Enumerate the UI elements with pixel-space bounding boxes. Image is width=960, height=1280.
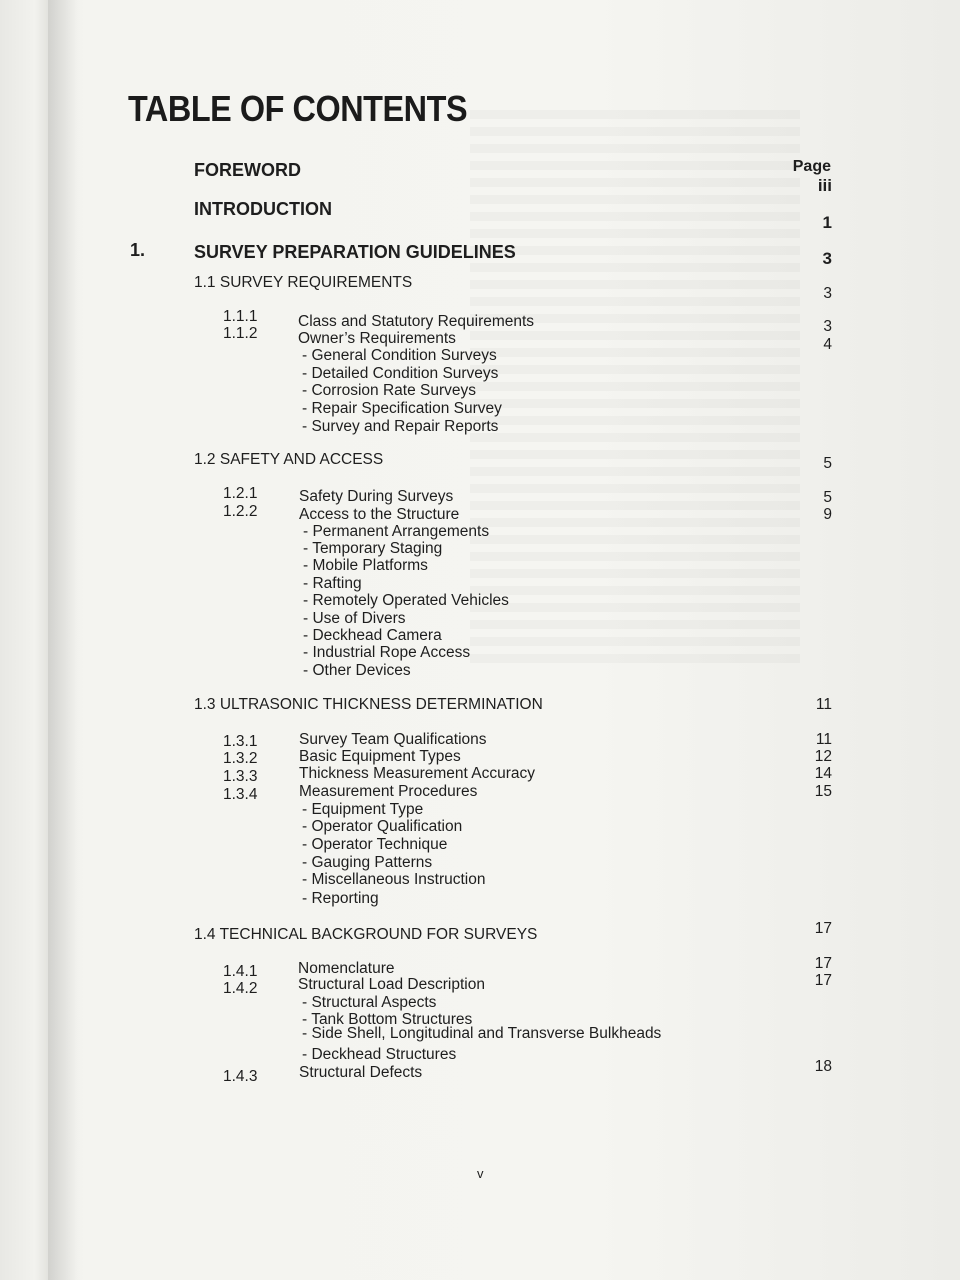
section-1-3-heading: 1.3 ULTRASONIC THICKNESS DETERMINATION — [194, 696, 543, 713]
entry-number: 1.3.1 — [223, 733, 258, 750]
list-item: - Operator Qualification — [302, 818, 463, 835]
show-through-texture — [470, 110, 800, 670]
page-folio: v — [477, 1166, 484, 1181]
section-1-3-page: 11 — [815, 696, 832, 713]
list-item: - Operator Technique — [302, 836, 448, 853]
section-1-4-heading: 1.4 TECHNICAL BACKGROUND FOR SURVEYS — [194, 926, 538, 943]
section-1-2-heading: 1.2 SAFETY AND ACCESS — [194, 451, 384, 468]
list-item: - General Condition Surveys — [302, 347, 497, 364]
list-item: - Gauging Patterns — [302, 854, 433, 871]
list-item: - Mobile Platforms — [303, 557, 428, 574]
entry-number: 1.4.3 — [223, 1068, 258, 1085]
list-item: - Deckhead Structures — [302, 1046, 457, 1063]
section-1-1-page: 3 — [823, 285, 832, 302]
introduction-heading: INTRODUCTION — [194, 199, 332, 219]
entry-title: Survey Team Qualifications — [299, 731, 487, 748]
list-item: - Side Shell, Longitudinal and Transverse Bulkheads — [302, 1025, 662, 1042]
list-item: - Detailed Condition Surveys — [302, 365, 499, 382]
section-1-1-heading: 1.1 SURVEY REQUIREMENTS — [194, 274, 413, 291]
chapter-number: 1. — [130, 240, 146, 260]
list-item: - Equipment Type — [302, 801, 424, 818]
list-item: - Use of Divers — [303, 610, 406, 627]
entry-page: 15 — [814, 783, 832, 800]
entry-title: Basic Equipment Types — [299, 748, 461, 765]
entry-title: Safety During Surveys — [299, 488, 454, 505]
chapter-heading: SURVEY PREPARATION GUIDELINES — [194, 242, 516, 262]
entry-title: Structural Defects — [299, 1064, 423, 1081]
entry-number: 1.3.3 — [223, 768, 258, 785]
list-item: - Permanent Arrangements — [303, 523, 490, 540]
introduction-page: 1 — [822, 213, 832, 232]
list-item: - Remotely Operated Vehicles — [303, 592, 509, 609]
section-1-2-page: 5 — [823, 455, 832, 472]
list-item: - Survey and Repair Reports — [302, 418, 499, 435]
entry-number: 1.3.4 — [223, 786, 258, 803]
list-item: - Rafting — [303, 575, 362, 592]
list-item: - Industrial Rope Access — [303, 644, 471, 661]
entry-page: 5 — [823, 489, 832, 506]
list-item: - Temporary Staging — [303, 540, 443, 557]
foreword-heading: FOREWORD — [194, 160, 301, 180]
entry-page: 12 — [814, 748, 832, 765]
page-title: TABLE OF CONTENTS — [128, 88, 468, 129]
chapter-page: 3 — [822, 249, 832, 268]
entry-title: Thickness Measurement Accuracy — [299, 765, 536, 782]
entry-number: 1.4.2 — [223, 980, 258, 997]
entry-page: 17 — [814, 972, 832, 989]
entry-title: Class and Statutory Requirements — [298, 313, 535, 330]
entry-number: 1.4.1 — [223, 963, 258, 980]
list-item: - Corrosion Rate Surveys — [302, 382, 477, 399]
section-1-4-page: 17 — [814, 920, 832, 937]
entry-number: 1.2.2 — [223, 503, 258, 520]
entry-title: Structural Load Description — [298, 976, 485, 993]
list-item: - Miscellaneous Instruction — [302, 871, 486, 888]
entry-number: 1.1.1 — [223, 308, 258, 325]
page-column-label: Page — [792, 158, 831, 175]
entry-page: 18 — [814, 1058, 832, 1075]
entry-page: 17 — [814, 955, 832, 972]
entry-title: Access to the Structure — [299, 506, 460, 523]
entry-number: 1.1.2 — [223, 325, 258, 342]
list-item: - Deckhead Camera — [303, 627, 442, 644]
entry-page: 14 — [814, 765, 832, 782]
entry-page: 11 — [815, 731, 832, 748]
entry-page: 3 — [823, 318, 832, 335]
entry-title: Nomenclature — [298, 960, 395, 977]
entry-number: 1.2.1 — [223, 485, 258, 502]
entry-page: 9 — [823, 506, 832, 523]
foreword-page: iii — [817, 176, 832, 195]
gutter-shadow — [48, 0, 78, 1280]
entry-title: Owner’s Requirements — [298, 330, 456, 347]
list-item: - Tank Bottom Structures — [302, 1011, 473, 1028]
list-item: - Reporting — [302, 890, 379, 907]
list-item: - Structural Aspects — [302, 994, 437, 1011]
list-item: - Other Devices — [303, 662, 411, 679]
entry-number: 1.3.2 — [223, 750, 258, 767]
entry-title: Measurement Procedures — [299, 783, 478, 800]
entry-page: 4 — [823, 336, 832, 353]
list-item: - Repair Specification Survey — [302, 400, 502, 417]
